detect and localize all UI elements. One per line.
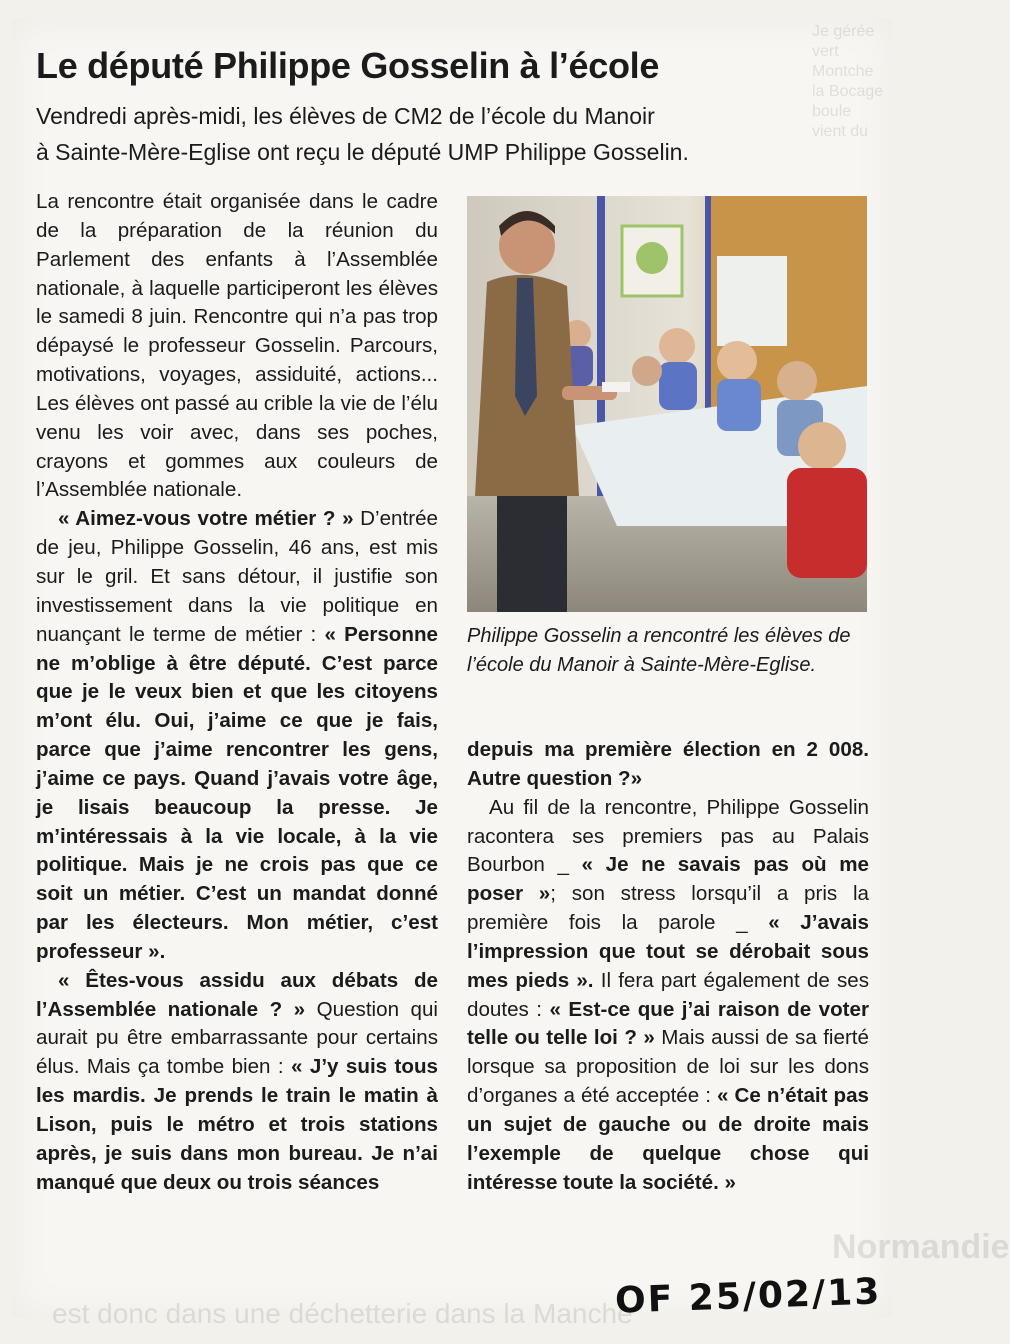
child-head bbox=[632, 356, 662, 386]
child-head bbox=[659, 328, 695, 364]
article-paragraph bbox=[36, 505, 438, 967]
lead-line-2: à Sainte-Mère-Eglise ont reçu le député UMP Philippe Gosselin. bbox=[36, 139, 689, 165]
quote-text: « Ce n’était pas un sujet de gauche ou de droite mais l’exemple de quelque chose qui intéresse toute la société. » bbox=[467, 1084, 870, 1194]
quote-text: « J’avais l’impression que tout se dérobait sous mes pieds ». bbox=[467, 911, 869, 992]
bleed-through-text: Je gérée vert Montche la Bocage boule vient du bbox=[812, 23, 884, 140]
poster-logo bbox=[636, 242, 668, 274]
child-head bbox=[798, 422, 846, 470]
child-head bbox=[777, 361, 817, 401]
quote-text: « Est-ce que j’ai raison de voter telle ou telle loi ? » bbox=[467, 997, 869, 1050]
quote-text: « Aimez-vous votre métier ? » bbox=[58, 507, 354, 531]
child-body-red bbox=[787, 468, 867, 578]
article-title: Le député Philippe Gosselin à l’école bbox=[36, 45, 660, 86]
child-body bbox=[717, 379, 761, 431]
article-lead bbox=[36, 98, 886, 170]
photo-caption: Philippe Gosselin a rencontré les élèves de l’école du Manoir à Sainte-Mère-Eglise. bbox=[467, 625, 851, 676]
article-paragraph bbox=[36, 967, 438, 1198]
notice-board bbox=[717, 256, 787, 346]
paragraph-text: Il fera part également de ses doutes : bbox=[467, 968, 870, 1021]
article-paragraph bbox=[36, 188, 438, 505]
child-head bbox=[717, 341, 757, 381]
bleed-through-text-bottom: est donc dans une déchetterie dans la Manche bbox=[52, 1298, 633, 1329]
quote-text: depuis ma première élection en 2 008. Autre question ?» bbox=[467, 738, 869, 790]
adult-trousers bbox=[497, 496, 567, 612]
adult-tie bbox=[515, 278, 537, 416]
article-column-right bbox=[467, 736, 869, 1198]
quote-text: « Je ne savais pas où me poser » bbox=[467, 853, 869, 906]
paragraph-text: Question qui aurait pu être embarrassante pour certains élus. Mais ça tombe bien : bbox=[36, 997, 438, 1079]
paragraph-text: La rencontre était organisée dans le cadre de la préparation de la réunion du Parlement des enfants à l’Assemblée nationale, à laquelle participeront les élèves le samedi 8 juin. Rencontre qui n’a pas trop dépaysé le professeur Gosselin. Parcours, motivations, voyages, assiduité, actions... Les élèves ont passé au crible la vie de l’élu venu les voir avec, dans ses poches, crayons et gommes aux couleurs de l’Assemblée nationale. bbox=[36, 190, 438, 502]
article-paragraph bbox=[467, 736, 869, 794]
article-photo bbox=[467, 196, 867, 612]
quote-text: « Êtes-vous assidu aux débats de l’Assemblée nationale ? » bbox=[36, 968, 438, 1021]
lead-line-1: Vendredi après-midi, les élèves de CM2 de l’école du Manoir bbox=[36, 103, 655, 129]
paragraph-text: ; son stress lorsqu’il a pris la première fois la parole _ bbox=[467, 882, 869, 935]
paragraph-text: Mais aussi de sa fierté lorsque sa proposition de loi sur les dons d’organes a été acceptée : bbox=[467, 1026, 869, 1108]
article-column-left bbox=[36, 188, 438, 1198]
quote-text: « Personne ne m’oblige à être député. C’est parce que je le veux bien et que les citoyens m’ont élu. Oui, j’aime ce que je fais, parce que j’aime rencontrer les gens, j’aime ce pays. Quand j’avais votre âge, je lisais beaucoup la presse. Je m’intéressais à la vie locale, à la vie politique. Mais je ne crois pas que ce soit un métier. C’est un mandat donné par les électeurs. Mon métier, c’est professeur ». bbox=[36, 622, 438, 963]
child-body bbox=[659, 362, 697, 410]
bleed-through-heading: Normandie bbox=[832, 1228, 1010, 1266]
quote-text: « J’y suis tous les mardis. Je prends le train le matin à Lison, puis le métro et trois stations après, je suis dans mon bureau. Je n’ai manqué que deux ou trois séances bbox=[36, 1055, 438, 1194]
article-paragraph bbox=[467, 794, 869, 1198]
paragraph-text: D’entrée de jeu, Philippe Gosselin, 46 ans, est mis sur le gril. Et sans détour, il justifie son investissement dans la vie politique en nuançant le terme de métier : bbox=[36, 507, 439, 646]
classroom-photo-illustration bbox=[467, 196, 867, 612]
held-paper bbox=[602, 382, 630, 392]
handwritten-annotation: OF 25/02/13 bbox=[614, 1271, 882, 1322]
paragraph-text: Au fil de la rencontre, Philippe Gosselin racontera ses premiers pas au Palais Bourbon _ bbox=[467, 795, 869, 877]
